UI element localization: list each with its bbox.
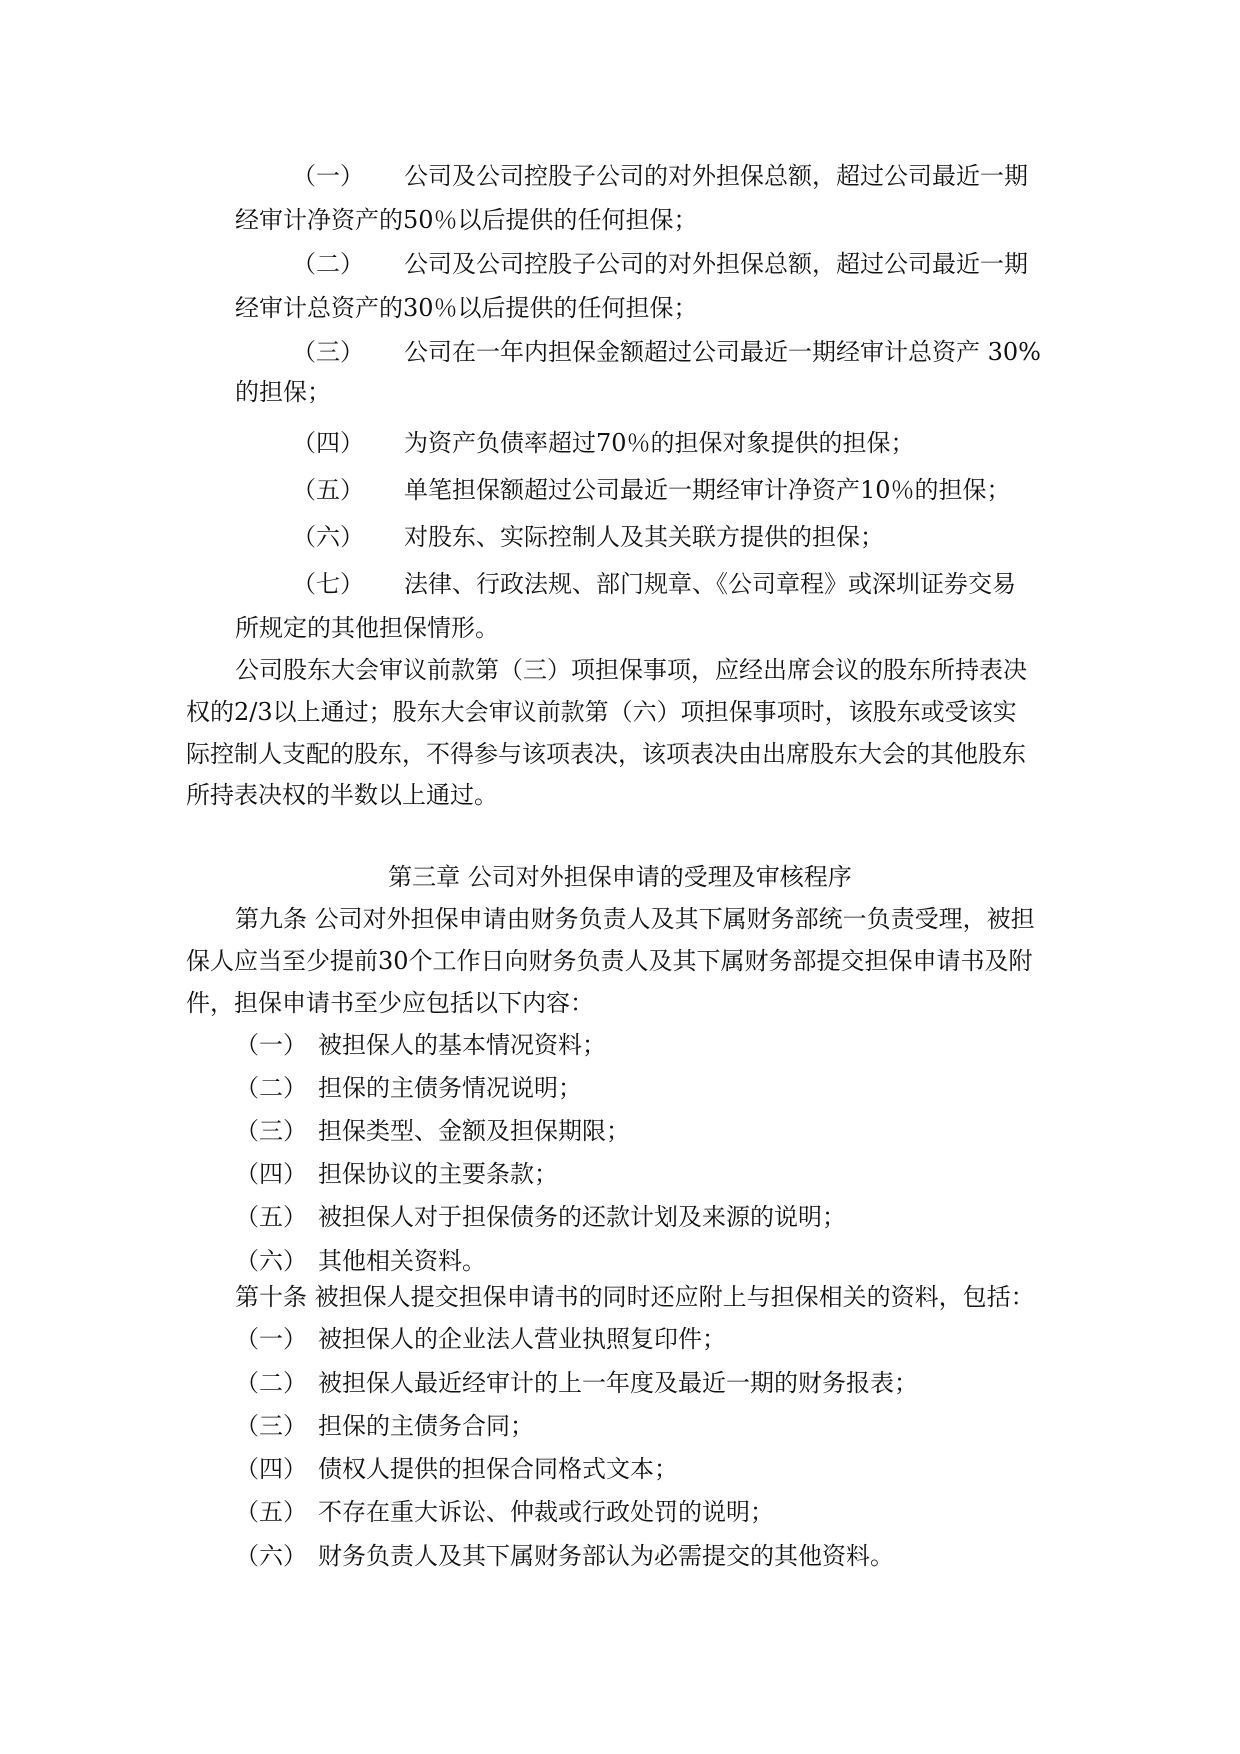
paragraph-line: 际控制人支配的股东，不得参与该项表决，该项表决由出席股东大会的其他股东: [186, 740, 1026, 768]
list-item-text: 公司及公司控股子公司的对外担保总额，超过公司最近一期: [404, 162, 1028, 190]
list-number: （六）: [235, 1247, 307, 1275]
list-number: （六）: [292, 523, 364, 551]
article-line: 第九条 公司对外担保申请由财务负责人及其下属财务部统一负责受理，被担: [235, 905, 1035, 933]
list-number: （七）: [292, 570, 364, 598]
list-number: （二）: [235, 1074, 307, 1102]
list-number: （三）: [235, 1412, 307, 1440]
list-item-text: 公司在一年内担保金额超过公司最近一期经审计总资产 30%: [404, 338, 1041, 366]
list-item-text: 担保类型、金额及担保期限；: [318, 1117, 630, 1145]
list-item-text: 被担保人的企业法人营业执照复印件；: [318, 1325, 726, 1353]
list-item-text: 被担保人最近经审计的上一年度及最近一期的财务报表；: [318, 1369, 918, 1397]
list-number: （一）: [235, 1325, 307, 1353]
paragraph-line: 所持表决权的半数以上通过。: [186, 781, 498, 809]
list-item-text: 不存在重大诉讼、仲裁或行政处罚的说明；: [318, 1498, 774, 1526]
list-number: （二）: [235, 1369, 307, 1397]
list-number: （四）: [235, 1455, 307, 1483]
list-number: （四）: [235, 1160, 307, 1188]
chapter-title: 第三章 公司对外担保申请的受理及审核程序: [388, 863, 852, 891]
list-number: （六）: [235, 1542, 307, 1570]
paragraph-line: 权的2/3以上通过；股东大会审议前款第（六）项担保事项时，该股东或受该实: [186, 698, 1017, 726]
list-item-text: 为资产负债率超过70％的担保对象提供的担保；: [404, 429, 915, 457]
list-item-text: 担保的主债务合同；: [318, 1412, 534, 1440]
list-number: （五）: [235, 1203, 307, 1231]
list-item-text: 公司及公司控股子公司的对外担保总额，超过公司最近一期: [404, 250, 1028, 278]
list-number: （三）: [235, 1117, 307, 1145]
article-line: 保人应当至少提前30个工作日向财务负责人及其下属财务部提交担保申请书及附: [186, 947, 1033, 975]
list-item-text: 对股东、实际控制人及其关联方提供的担保；: [404, 523, 884, 551]
list-number: （一）: [292, 162, 364, 190]
list-item-text: 所规定的其他担保情形。: [235, 614, 499, 642]
paragraph-line: 公司股东大会审议前款第（三）项担保事项，应经出席会议的股东所持表决: [235, 656, 1027, 684]
list-number: （五）: [235, 1498, 307, 1526]
list-item-text: 经审计净资产的50％以后提供的任何担保；: [235, 206, 698, 234]
list-number: （二）: [292, 250, 364, 278]
list-item-text: 被担保人对于担保债务的还款计划及来源的说明；: [318, 1203, 846, 1231]
list-number: （一）: [235, 1031, 307, 1059]
list-item-text: 债权人提供的担保合同格式文本；: [318, 1455, 678, 1483]
list-item-text: 其他相关资料。: [318, 1247, 486, 1275]
list-item-text: 担保的主债务情况说明；: [318, 1074, 582, 1102]
list-item-text: 单笔担保额超过公司最近一期经审计净资产10％的担保；: [404, 476, 1011, 504]
list-number: （五）: [292, 476, 364, 504]
list-item-text: 财务负责人及其下属财务部认为必需提交的其他资料。: [318, 1542, 894, 1570]
list-item-text: 法律、行政法规、部门规章、《公司章程》或深圳证券交易: [404, 570, 1016, 598]
list-number: （三）: [292, 338, 364, 366]
list-number: （四）: [292, 429, 364, 457]
article-line: 第十条 被担保人提交担保申请书的同时还应附上与担保相关的资料，包括：: [235, 1283, 1035, 1311]
list-item-text: 担保协议的主要条款；: [318, 1160, 558, 1188]
list-item-text: 经审计总资产的30％以后提供的任何担保；: [235, 294, 698, 322]
list-item-text: 的担保；: [235, 378, 331, 406]
list-item-text: 被担保人的基本情况资料；: [318, 1031, 606, 1059]
article-line: 件，担保申请书至少应包括以下内容：: [186, 989, 594, 1017]
